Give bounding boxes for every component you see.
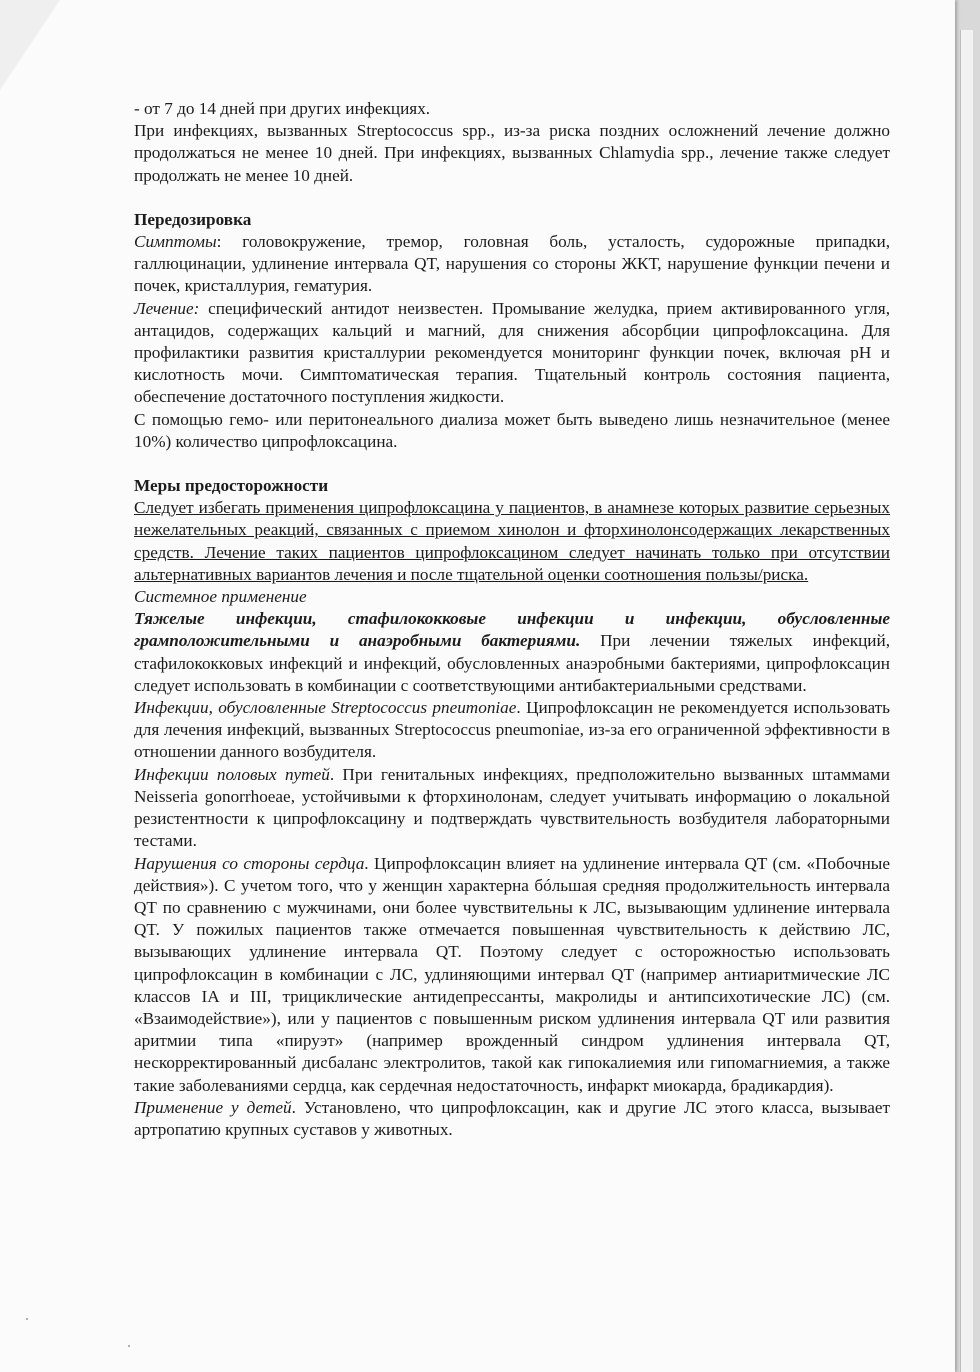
- children-label: Применение у детей: [134, 1097, 292, 1117]
- severe-label: Тяжелые инфекции, стафилококковые инфекции и инфекции, обусловленные грамположительными и анаэробными бактериями.: [134, 609, 890, 651]
- heart-label: Нарушения со стороны сердца: [134, 853, 365, 873]
- genital-label: Инфекции половых путей: [134, 764, 330, 784]
- heading-overdose: Передозировка: [134, 209, 252, 229]
- heart-text: . Ципрофлоксацин влияет на удлинение интервала QT (см. «Побочные действия»). С учетом того, что у женщин характерна бóльшая средняя продолжительность интервала QT по сравнению с мужчинами, они более чувствительны к ЛС, вызывающим удлинение интервала QT. У пожилых пациентов также отмечается повышенная чувствительность к действию ЛС, вызывающих удлинение интервала QT. Поэтому следует с осторожностью использовать ципрофлоксацин в комбинации с ЛС, удлиняющими интервал QT (например антиаритмические ЛС классов IA и III, трициклические антидепрессанты, макролиды и антипсихотические ЛС) (см. «Взаимодействие»), или у пациентов с повышенным риском удлинения интервала QT или развития аритмии типа «пируэт» (например врожденный синдром удлинения интервала QT, нескорректированный дисбаланс электролитов, такой как гипокалиемия или гипомагниемия, а также такие заболеваниями сердца, как сердечная недостаточность, инфаркт миокарда, брадикардия).: [134, 853, 890, 1095]
- paragraph-children: [134, 1097, 890, 1141]
- symptoms-text: : головокружение, тремор, головная боль, усталость, судорожные припадки, галлюцинации, удлинение интервала QT, нарушения со стороны ЖКТ, нарушение функции печени и почек, кристаллурия, гематурия.: [134, 232, 890, 296]
- paragraph-dialysis: С помощью гемо- или перитонеального диализа может быть выведено лишь незначительное (менее 10%) количество ципрофлоксацина.: [134, 409, 890, 451]
- genital-text: . При генитальных инфекциях, предположительно вызванных штаммами Neisseria gonorrhoeae, устойчивыми к фторхинолонам, следует учитывать информацию о локальной резистентности к ципрофлоксацину и подтверждать чувствительность возбудителя лабораторными тестами.: [134, 764, 890, 851]
- paragraph-duration-strep: При инфекциях, вызванных Streptococcus spp., из-за риска поздних осложнений лечение должно продолжаться не менее 10 дней. При инфекциях, вызванных Chlamydia spp., лечение также следует продолжать не менее 10 дней.: [134, 121, 890, 185]
- children-text: . Установлено, что ципрофлоксацин, как и другие ЛС этого класса, вызывает артропатию крупных суставов у животных.: [134, 1097, 890, 1139]
- paragraph-warning-underlined: Следует избегать применения ципрофлоксацина у пациентов, в анамнезе которых развитие серьезных нежелательных реакций, связанных с приемом хинолон и фторхинолонсодержащих лекарственных средств. Лечение таких пациентов ципрофлоксацином следует начинать только при отсутствии альтернативных вариантов лечения и после тщательной оценки соотношения пользы/риска.: [134, 498, 890, 584]
- page-edge: [966, 30, 973, 1372]
- treatment-label: Лечение:: [134, 298, 200, 318]
- paragraph-duration-other: - от 7 до 14 дней при других инфекциях.: [134, 99, 431, 118]
- paragraph-symptoms: [134, 231, 890, 298]
- symptoms-label: Симптомы: [134, 232, 217, 252]
- subheading-systemic: Системное применение: [134, 587, 307, 607]
- paragraph-strep-pneumoniae: [134, 697, 890, 764]
- scan-speck: [26, 1318, 28, 1320]
- strep-label: Инфекции, обусловленные Streptococcus pneumoniae: [134, 698, 517, 718]
- paragraph-severe-infections: [134, 608, 890, 697]
- document-body: [134, 98, 890, 1141]
- paragraph-treatment: [134, 298, 890, 409]
- treatment-text: специфический антидот неизвестен. Промывание желудка, прием активированного угля, антацидов, содержащих кальций и магний, для снижения абсорбции ципрофлоксацина. Для профилактики развития кристаллурии рекомендуется мониторинг функции почек, включая pH и кислотность мочи. Симптоматическая терапия. Тщательный контроль состояния пациента, обеспечение достаточного поступления жидкости.: [134, 298, 890, 407]
- paragraph-genital-infections: [134, 764, 890, 853]
- scan-speck: [128, 1345, 130, 1347]
- heading-precautions: Меры предосторожности: [134, 476, 329, 496]
- paragraph-heart: [134, 853, 890, 1097]
- strep-text: . Ципрофлоксацин не рекомендуется использовать для лечения инфекций, вызванных Streptococcus pneumoniae, из-за его ограниченной эффективности в отношении данного возбудителя.: [134, 698, 890, 762]
- severe-text: При лечении тяжелых инфекций, стафилококковых инфекций и инфекций, обусловленных анаэробными бактериями, ципрофлоксацин следует использовать в комбинации с соответствующими антибактериальными средствами.: [134, 631, 891, 695]
- page-edge: [960, 30, 967, 1372]
- page-fold: [0, 0, 60, 90]
